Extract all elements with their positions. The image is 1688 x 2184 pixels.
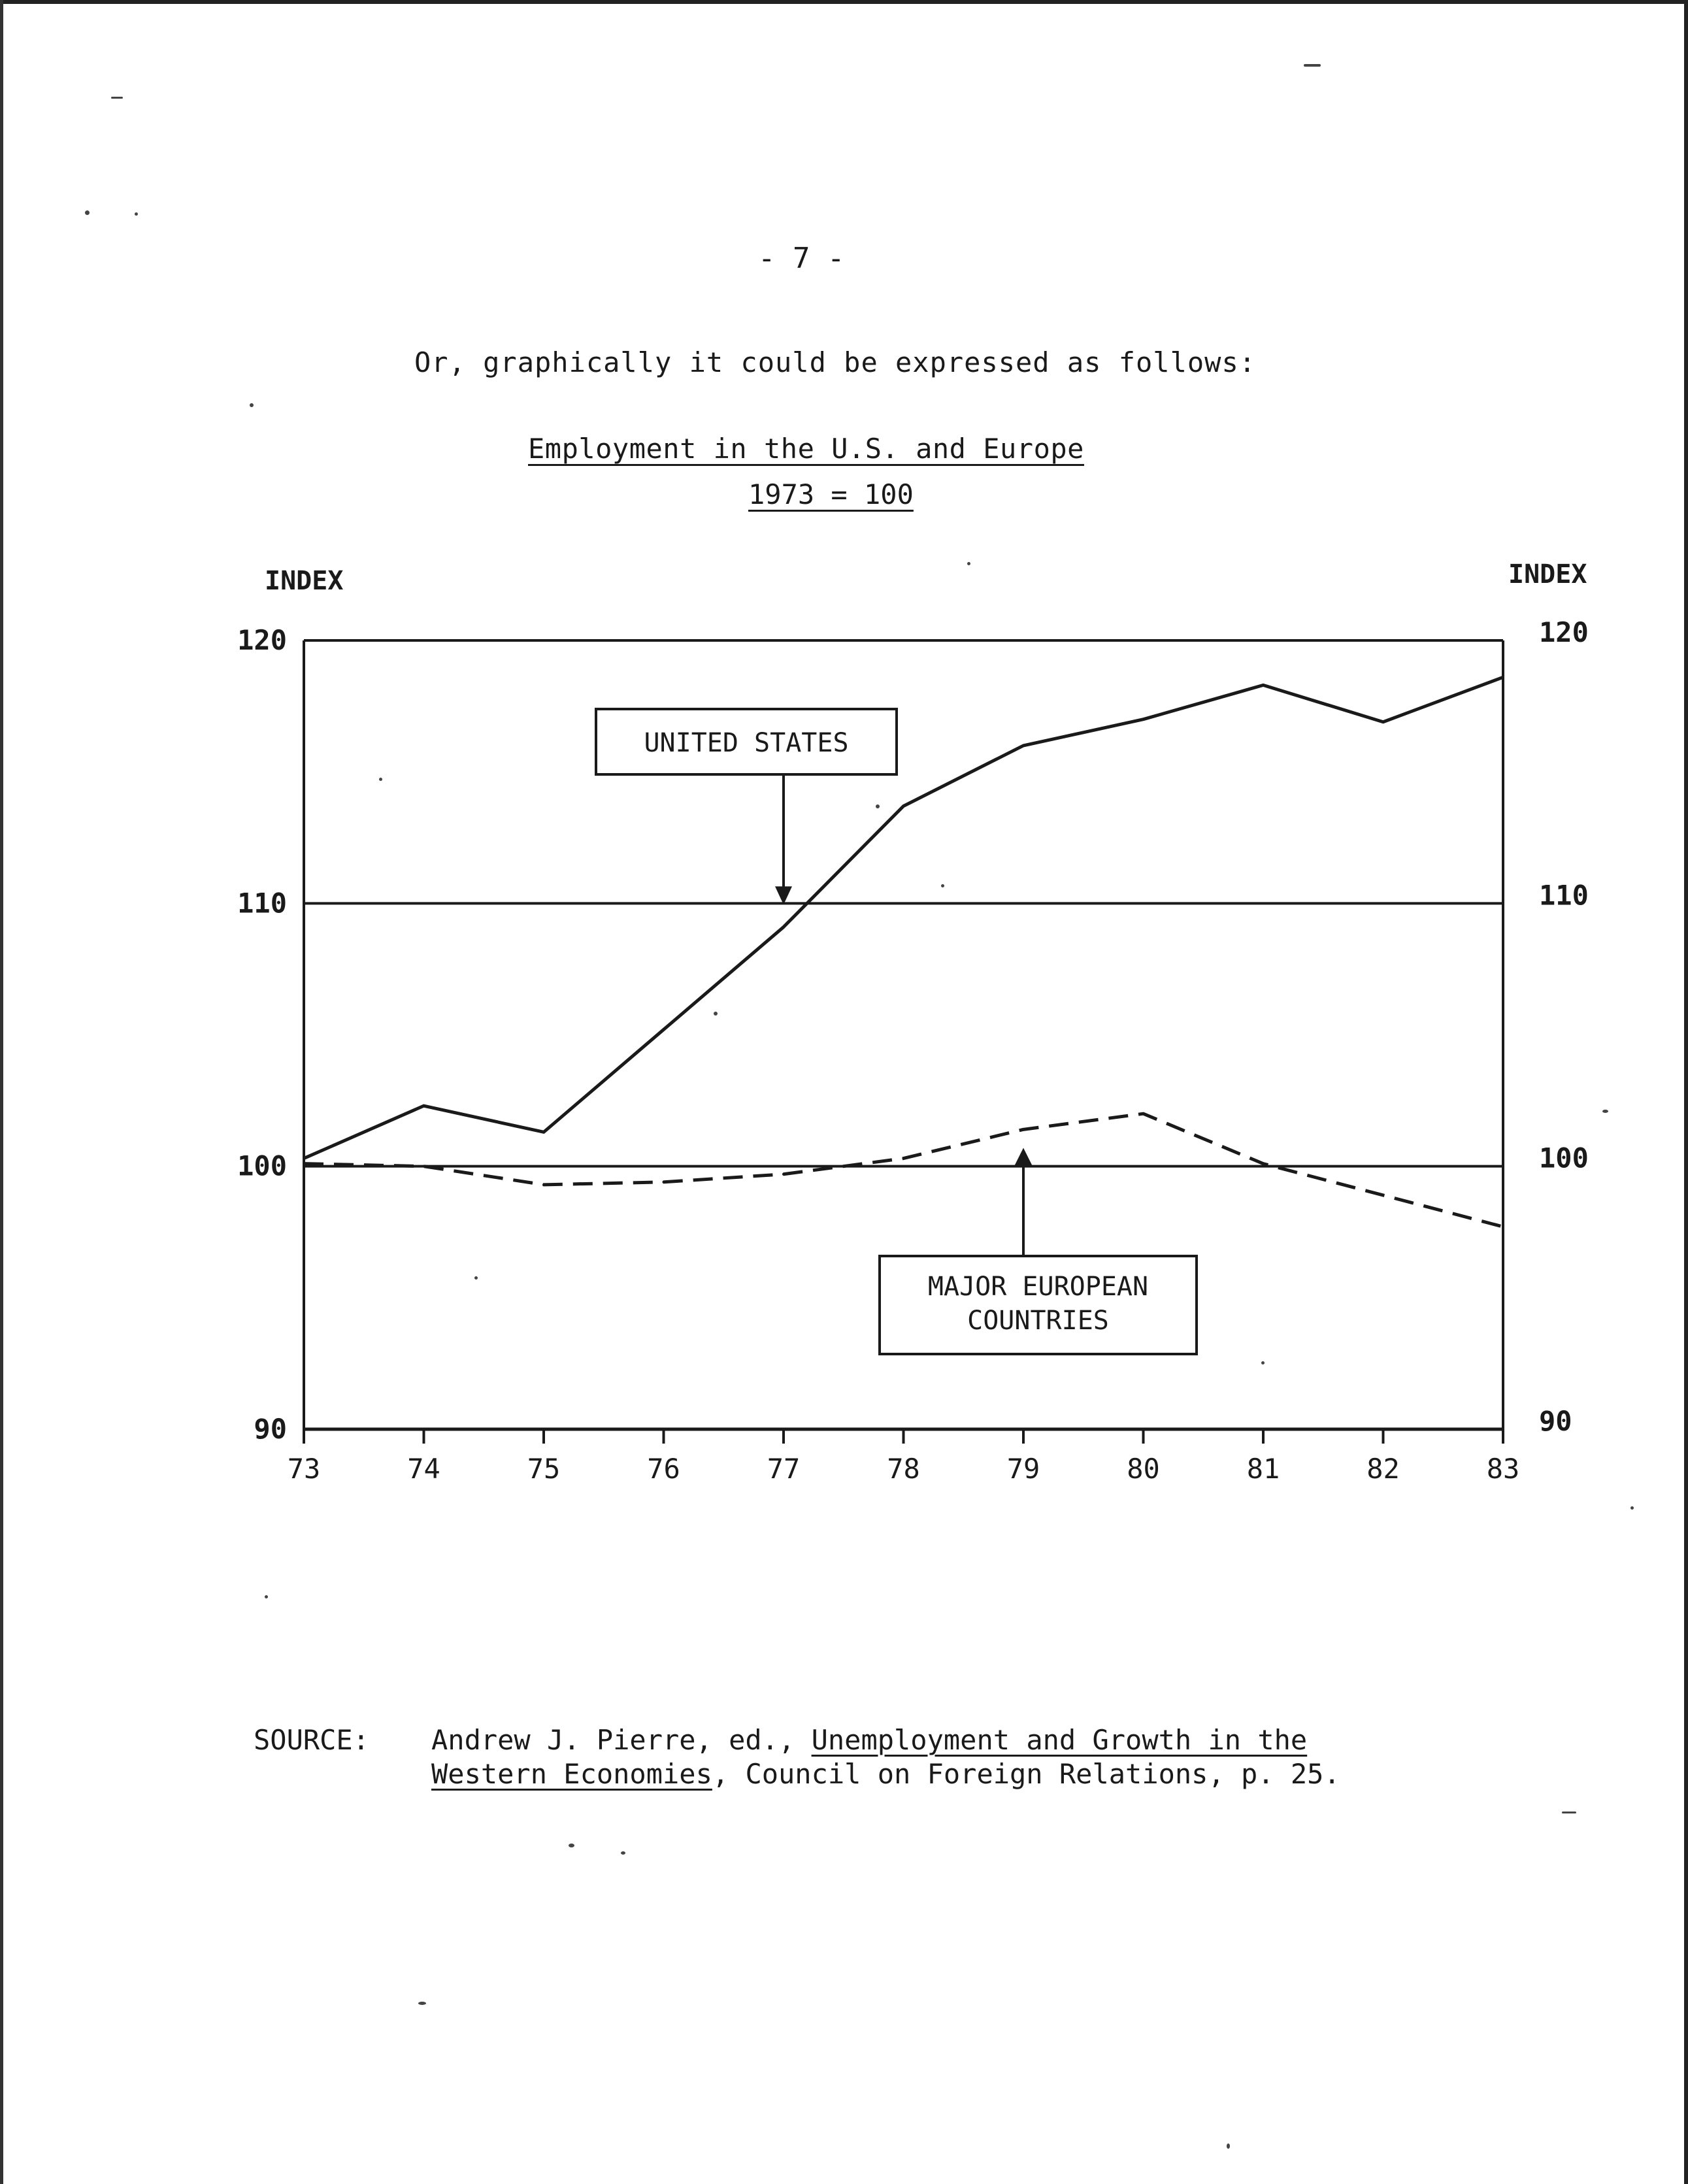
- series-point: [423, 1165, 425, 1168]
- series-point: [1502, 1225, 1504, 1228]
- y-tick-left-120: 120: [237, 624, 287, 656]
- arrowhead-united-states: [775, 886, 792, 904]
- x-tick-label-82: 82: [1366, 1453, 1400, 1485]
- y-tick-left-100: 100: [237, 1150, 287, 1182]
- source-line-1: [431, 1724, 1307, 1756]
- employment-line-chart: [196, 549, 1634, 1542]
- page-edge-right: [1684, 0, 1688, 2184]
- series-point: [1382, 721, 1385, 723]
- series-point: [542, 1131, 545, 1133]
- page-number: - 7 -: [758, 242, 845, 275]
- series-point: [1382, 1194, 1385, 1197]
- scan-speck: [1630, 1506, 1634, 1510]
- scan-speck: [714, 1012, 718, 1016]
- scan-speck: [569, 1844, 574, 1847]
- series-line-major-european-countries: [304, 1114, 1503, 1227]
- x-tick-label-77: 77: [767, 1453, 801, 1485]
- series-point: [1142, 718, 1145, 721]
- scan-speck: [85, 210, 90, 215]
- scan-speck: [418, 2002, 426, 2005]
- source-publisher: , Council on Foreign Relations, p. 25.: [712, 1758, 1340, 1790]
- source-author: Andrew J. Pierre, ed.,: [431, 1724, 812, 1756]
- y-axis-label-left: INDEX: [265, 566, 344, 596]
- series-point: [1502, 676, 1504, 678]
- source-line-2: [431, 1758, 1340, 1790]
- x-tick-label-83: 83: [1486, 1453, 1520, 1485]
- series-point: [303, 1163, 305, 1165]
- label-major-european-line2: COUNTRIES: [967, 1306, 1109, 1336]
- x-tick-label-76: 76: [647, 1453, 680, 1485]
- series-line-united-states: [304, 677, 1503, 1158]
- scan-speck: [876, 804, 880, 808]
- x-tick-label-81: 81: [1246, 1453, 1280, 1485]
- label-united-states: UNITED STATES: [644, 728, 849, 758]
- arrowhead-major-european: [1014, 1148, 1033, 1166]
- chart-subtitle: 1973 = 100: [748, 478, 914, 510]
- y-tick-right-100: 100: [1539, 1142, 1589, 1174]
- chart-title: Employment in the U.S. and Europe: [528, 433, 1084, 465]
- series-point: [782, 926, 785, 929]
- scan-speck: [967, 562, 970, 565]
- y-tick-right-110: 110: [1539, 879, 1589, 912]
- x-tick-label-80: 80: [1127, 1453, 1160, 1485]
- source-book-title-1: Unemployment and Growth in the: [811, 1724, 1308, 1756]
- page-edge-top: [0, 0, 1688, 4]
- x-tick-label-79: 79: [1006, 1453, 1040, 1485]
- x-tick-label-73: 73: [287, 1453, 321, 1485]
- scan-speck: [621, 1851, 625, 1855]
- series-point: [1022, 744, 1025, 747]
- series-point: [542, 1183, 545, 1186]
- x-tick-label-74: 74: [407, 1453, 440, 1485]
- source-book-title-2: Western Economies: [431, 1758, 712, 1790]
- scan-speck: [1227, 2143, 1230, 2149]
- series-point: [902, 804, 905, 807]
- scan-speck: [1602, 1110, 1608, 1113]
- intro-text: Or, graphically it could be expressed as follows:: [414, 346, 1257, 378]
- scan-speck: [941, 884, 944, 887]
- page-edge-left: [0, 0, 3, 2184]
- series-point: [303, 1157, 305, 1160]
- scan-speck: [379, 778, 382, 781]
- y-axis-label-right: INDEX: [1508, 559, 1587, 589]
- scan-speck: [135, 212, 138, 216]
- series-point: [1262, 684, 1265, 686]
- x-tick-label-75: 75: [527, 1453, 561, 1485]
- x-tick-label-78: 78: [887, 1453, 920, 1485]
- series-point: [663, 1028, 665, 1031]
- label-major-european-line1: MAJOR EUROPEAN: [927, 1272, 1149, 1302]
- series-point: [423, 1104, 425, 1107]
- y-tick-left-90: 90: [254, 1413, 287, 1445]
- scan-speck: [250, 403, 254, 407]
- scan-speck: [1304, 64, 1321, 67]
- y-tick-right-90: 90: [1539, 1405, 1572, 1437]
- scan-speck: [474, 1276, 478, 1280]
- scan-speck: [1562, 1812, 1576, 1813]
- label-box-major-european-countries: [880, 1256, 1197, 1354]
- series-point: [1262, 1163, 1265, 1165]
- series-point: [1142, 1112, 1145, 1115]
- scan-speck: [111, 97, 123, 99]
- series-point: [902, 1157, 905, 1160]
- source-label: SOURCE:: [254, 1724, 370, 1756]
- series-point: [663, 1181, 665, 1183]
- scan-speck: [265, 1595, 268, 1598]
- series-point: [782, 1173, 785, 1176]
- scan-speck: [1261, 1361, 1265, 1365]
- y-tick-right-120: 120: [1539, 616, 1589, 648]
- y-tick-left-110: 110: [237, 887, 287, 919]
- series-point: [1022, 1128, 1025, 1131]
